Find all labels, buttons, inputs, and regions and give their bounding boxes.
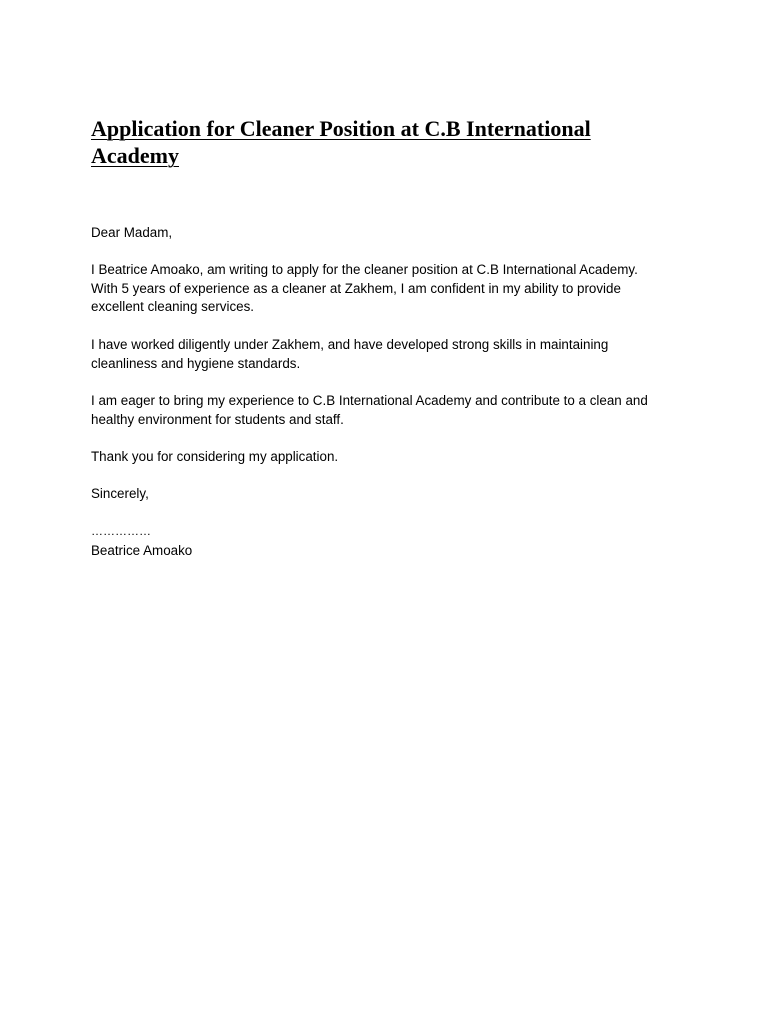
paragraph-thanks: Thank you for considering my application.: [91, 449, 339, 464]
title-line-2: Academy: [91, 143, 179, 168]
paragraph-motivation: [91, 392, 691, 429]
paragraph-line: excellent cleaning services.: [91, 299, 255, 315]
paragraph-line: healthy environment for students and staff.: [91, 411, 344, 427]
closing: Sincerely,: [91, 486, 149, 501]
paragraph-experience: [91, 336, 691, 373]
signature-line: ……………: [91, 524, 151, 538]
document-title: [91, 115, 691, 169]
signature-name: Beatrice Amoako: [91, 543, 193, 558]
paragraph-line: I Beatrice Amoako, am writing to apply for the cleaner position at C.B International Academy.: [91, 262, 638, 277]
paragraph-line: I am eager to bring my experience to C.B International Academy and contribute to a clean and: [91, 393, 648, 408]
paragraph-line: I have worked diligently under Zakhem, and have developed strong skills in maintaining: [91, 337, 609, 352]
paragraph-intro: [91, 261, 691, 317]
paragraph-line: cleanliness and hygiene standards.: [91, 355, 301, 371]
salutation: Dear Madam,: [91, 225, 173, 240]
paragraph-line: With 5 years of experience as a cleaner at Zakhem, I am confident in my ability to provide: [91, 280, 621, 296]
title-line-1: Application for Cleaner Position at C.B International: [91, 116, 591, 141]
